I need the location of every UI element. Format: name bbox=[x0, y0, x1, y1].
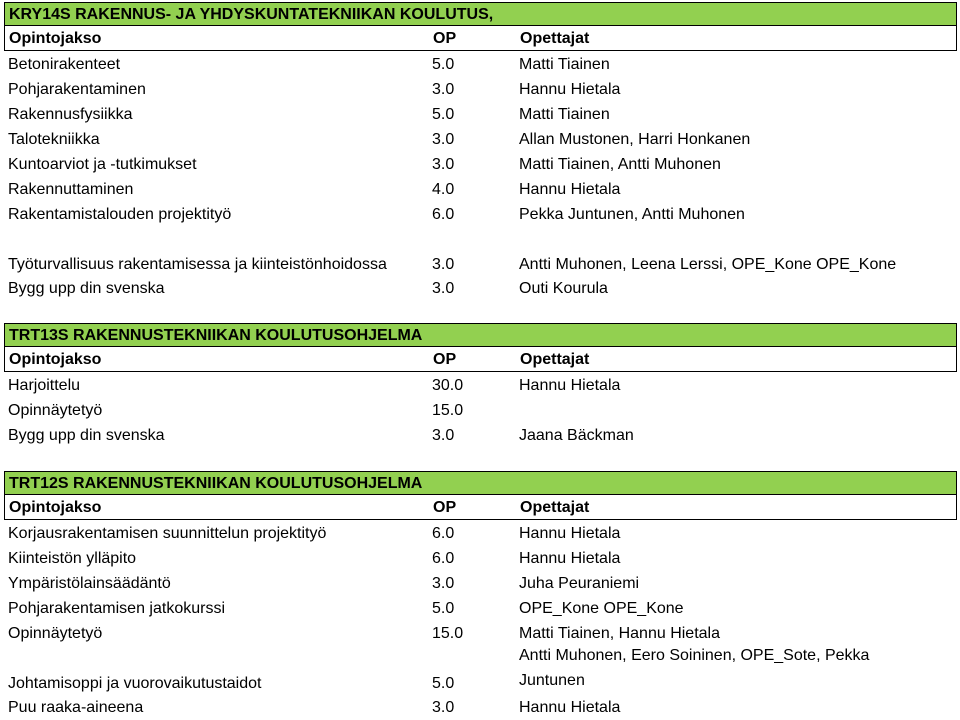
table-row bbox=[4, 620, 957, 645]
course-teachers: Hannu Hietala bbox=[519, 550, 621, 567]
table-row bbox=[4, 422, 957, 447]
course-name: Betonirakenteet bbox=[8, 56, 121, 73]
course-teachers: Matti Tiainen bbox=[519, 106, 610, 123]
course-teachers: Antti Muhonen, Eero Soininen, OPE_Sote, Pekka Juntunen bbox=[519, 647, 870, 689]
course-op: 30.0 bbox=[432, 377, 464, 394]
course-teachers: Hannu Hietala bbox=[519, 699, 621, 716]
course-teachers: Matti Tiainen bbox=[519, 56, 610, 73]
table-row bbox=[4, 201, 957, 226]
course-op: 3.0 bbox=[432, 427, 455, 444]
course-name: Rakentamistalouden projektityö bbox=[8, 206, 232, 223]
course-op: 3.0 bbox=[432, 131, 455, 148]
course-name: Kiinteistön ylläpito bbox=[8, 550, 137, 567]
table-row bbox=[4, 595, 957, 620]
course-name: Johtamisoppi ja vuorovaikutustaidot bbox=[8, 675, 262, 692]
course-name: Pohjarakentaminen bbox=[8, 81, 146, 98]
course-name: Työturvallisuus rakentamisessa ja kiinteistönhoidossa bbox=[8, 256, 387, 273]
section-title-text: TRT12S RAKENNUSTEKNIIKAN KOULUTUSOHJELMA bbox=[9, 475, 423, 492]
section-title-text: KRY14S RAKENNUS- JA YHDYSKUNTATEKNIIKAN KOULUTUS, bbox=[9, 6, 494, 23]
header-course: Opintojakso bbox=[9, 499, 102, 516]
table-header bbox=[4, 26, 957, 51]
course-name: Rakennuttaminen bbox=[8, 181, 134, 198]
course-teachers: Juha Peuraniemi bbox=[519, 575, 640, 592]
course-teachers: Antti Muhonen, Leena Lerssi, OPE_Kone OPE_Kone bbox=[519, 256, 897, 273]
course-name: Talotekniikka bbox=[8, 131, 100, 148]
course-teachers: Hannu Hietala bbox=[519, 181, 621, 198]
course-name: Harjoittelu bbox=[8, 377, 81, 394]
course-name: Kuntoarviot ja -tutkimukset bbox=[8, 156, 197, 173]
course-name: Puu raaka-aineena bbox=[8, 699, 144, 716]
section-title-text: TRT13S RAKENNUSTEKNIIKAN KOULUTUSOHJELMA bbox=[9, 327, 423, 344]
course-name: Rakennusfysiikka bbox=[8, 106, 133, 123]
table-row bbox=[4, 695, 957, 719]
course-teachers: Matti Tiainen, Hannu Hietala bbox=[519, 625, 720, 642]
course-op: 15.0 bbox=[432, 402, 464, 419]
table-row bbox=[4, 51, 957, 76]
course-teachers: Matti Tiainen, Antti Muhonen bbox=[519, 156, 721, 173]
table-row bbox=[4, 101, 957, 126]
header-op: OP bbox=[433, 351, 457, 368]
table-row bbox=[4, 126, 957, 151]
course-teachers: OPE_Kone OPE_Kone bbox=[519, 600, 684, 617]
course-teachers: Jaana Bäckman bbox=[519, 427, 634, 444]
course-name: Ympäristölainsäädäntö bbox=[8, 575, 171, 592]
header-course: Opintojakso bbox=[9, 351, 102, 368]
section-title bbox=[4, 2, 957, 26]
course-op: 5.0 bbox=[432, 56, 455, 73]
table-row bbox=[4, 645, 957, 695]
course-name: Pohjarakentamisen jatkokurssi bbox=[8, 600, 225, 617]
course-name: Bygg upp din svenska bbox=[8, 280, 165, 297]
section-title bbox=[4, 471, 957, 495]
course-op: 6.0 bbox=[432, 525, 455, 542]
table-row bbox=[4, 176, 957, 201]
header-op: OP bbox=[433, 30, 457, 47]
course-teachers: Hannu Hietala bbox=[519, 377, 621, 394]
table-header bbox=[4, 347, 957, 372]
table-row bbox=[4, 570, 957, 595]
course-op: 6.0 bbox=[432, 206, 455, 223]
course-op: 15.0 bbox=[432, 625, 464, 642]
course-op: 5.0 bbox=[432, 600, 455, 617]
course-name: Bygg upp din svenska bbox=[8, 427, 165, 444]
course-op: 5.0 bbox=[432, 106, 455, 123]
header-op: OP bbox=[433, 499, 457, 516]
table-row bbox=[4, 397, 957, 422]
course-teachers: Hannu Hietala bbox=[519, 81, 621, 98]
course-op: 3.0 bbox=[432, 81, 455, 98]
table-row bbox=[4, 545, 957, 570]
table-header bbox=[4, 495, 957, 520]
table-row bbox=[4, 76, 957, 101]
course-op: 4.0 bbox=[432, 181, 455, 198]
course-op: 3.0 bbox=[432, 280, 455, 297]
header-course: Opintojakso bbox=[9, 30, 102, 47]
course-op: 3.0 bbox=[432, 575, 455, 592]
header-teachers: Opettajat bbox=[520, 30, 590, 47]
table-row bbox=[4, 276, 957, 300]
course-name: Opinnäytetyö bbox=[8, 625, 103, 642]
course-op: 3.0 bbox=[432, 699, 455, 716]
course-name: Korjausrakentamisen suunnittelun projektityö bbox=[8, 525, 327, 542]
course-op: 3.0 bbox=[432, 256, 455, 273]
header-teachers: Opettajat bbox=[520, 499, 590, 516]
header-teachers: Opettajat bbox=[520, 351, 590, 368]
course-op: 5.0 bbox=[432, 675, 455, 692]
course-teachers: Allan Mustonen, Harri Honkanen bbox=[519, 131, 751, 148]
course-op: 3.0 bbox=[432, 156, 455, 173]
course-teachers: Outi Kourula bbox=[519, 280, 608, 297]
table-row bbox=[4, 372, 957, 397]
course-op: 6.0 bbox=[432, 550, 455, 567]
course-name: Opinnäytetyö bbox=[8, 402, 103, 419]
course-teachers: Hannu Hietala bbox=[519, 525, 621, 542]
table-row bbox=[4, 520, 957, 545]
section-title bbox=[4, 323, 957, 347]
course-teachers: Pekka Juntunen, Antti Muhonen bbox=[519, 206, 745, 223]
table-row bbox=[4, 226, 957, 276]
table-row bbox=[4, 151, 957, 176]
